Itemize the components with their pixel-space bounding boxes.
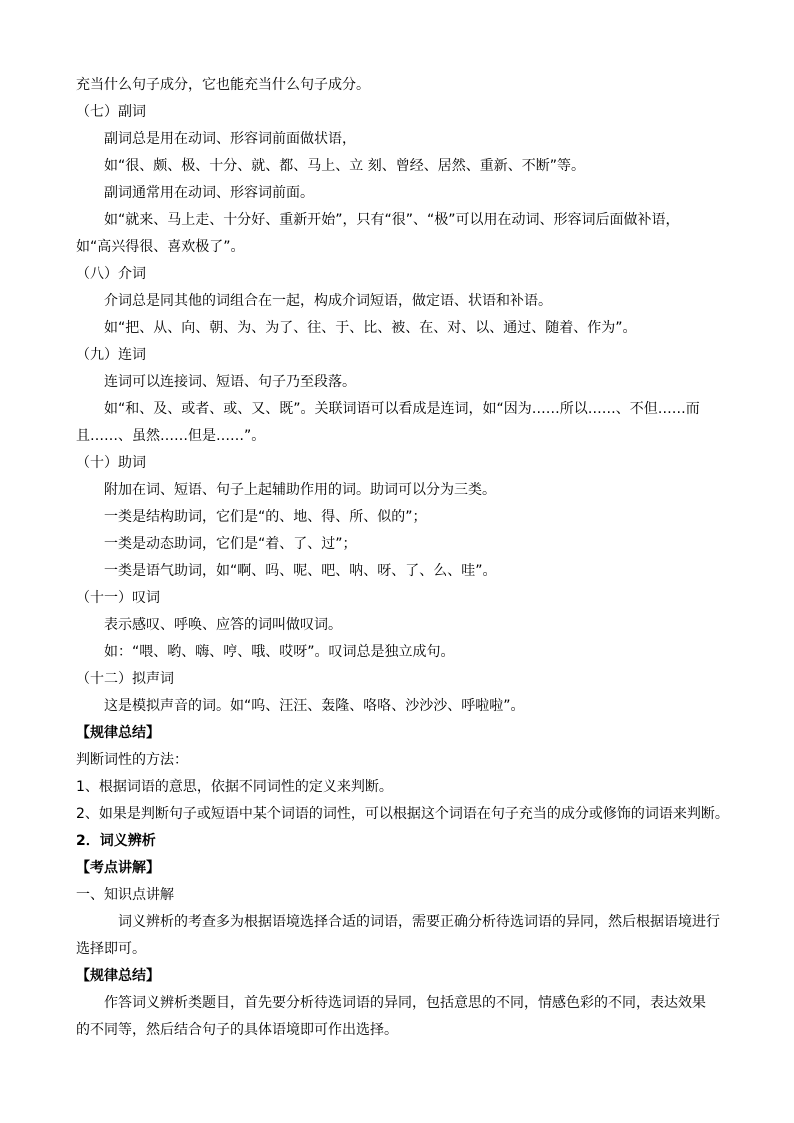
text-line: 且……、虽然……但是……”。 [76, 428, 266, 444]
text-line: 表示感叹、呼唤、应答的词叫做叹词。 [104, 617, 342, 633]
text-line: 副词总是用在动词、形容词前面做状语， [104, 131, 356, 147]
text-line: 如“就来、马上走、十分好、重新开始”，只有“很”、“极”可以用在动词、形容词后面做补语， [104, 212, 680, 228]
text-line: 连词可以连接词、短语、句子乃至段落。 [104, 374, 356, 390]
text-line: 选择即可。 [76, 941, 146, 957]
text-line: 充当什么句子成分，它也能充当什么句子成分。 [76, 77, 370, 93]
text-line: 词义辨析的考查多为根据语境选择合适的词语，需要正确分析待选词语的异同，然后根据语境进行 [118, 914, 720, 930]
section-heading: （七）副词 [76, 104, 146, 120]
text-line: 一类是结构助词，它们是“的、地、得、所、似的”； [104, 509, 427, 525]
text-line: 一、知识点讲解 [76, 887, 174, 903]
summary-heading: 【规律总结】 [76, 968, 160, 984]
summary-heading: 【规律总结】 [76, 725, 160, 741]
subsection-heading: 【考点讲解】 [76, 860, 160, 876]
text-line: 2、如果是判断句子或短语中某个词语的词性，可以根据这个词语在句子充当的成分或修饰的词语来判断。 [76, 806, 729, 822]
section-heading: （九）连词 [76, 347, 146, 363]
text-line: 一类是动态助词，它们是“着、了、过”； [104, 536, 357, 552]
text-line: 如“和、及、或者、或、又、既”。关联词语可以看成是连词，如“因为……所以……、不但……而 [104, 401, 700, 417]
text-line: 如“把、从、向、朝、为、为了、往、于、比、被、在、对、以、通过、随着、作为”。 [104, 320, 637, 336]
text-line: 如“高兴得很、喜欢极了”。 [76, 239, 245, 255]
text-line: 如：“喂、哟、嗨、哼、哦、哎呀”。叹词总是独立成句。 [104, 644, 455, 660]
text-line: 判断词性的方法： [76, 752, 188, 768]
text-line: 一类是语气助词，如“啊、吗、呢、吧、呐、呀、了、么、哇”。 [104, 563, 497, 579]
section-heading: （十一）叹词 [76, 590, 160, 606]
section-title: 2．词义辨析 [76, 833, 156, 849]
text-line: 这是模拟声音的词。如“呜、汪汪、轰隆、咯咯、沙沙沙、呼啦啦”。 [104, 698, 525, 714]
section-heading: （十二）拟声词 [76, 671, 174, 687]
section-heading: （十）助词 [76, 455, 146, 471]
text-line: 1、根据词语的意思，依据不同词性的定义来判断。 [76, 779, 393, 795]
text-line: 副词通常用在动词、形容词前面。 [104, 185, 314, 201]
text-line: 介词总是同其他的词组合在一起，构成介词短语，做定语、状语和补语。 [104, 293, 552, 309]
text-line: 如“很、颇、极、十分、就、都、马上、立 刻、曾经、居然、重新、不断”等。 [104, 158, 585, 174]
text-line: 附加在词、短语、句子上起辅助作用的词。助词可以分为三类。 [104, 482, 496, 498]
section-heading: （八）介词 [76, 266, 146, 282]
text-line: 作答词义辨析类题目，首先要分析待选词语的异同，包括意思的不同，情感色彩的不同，表达效果 [104, 995, 706, 1011]
text-line: 的不同等，然后结合句子的具体语境即可作出选择。 [76, 1022, 398, 1038]
